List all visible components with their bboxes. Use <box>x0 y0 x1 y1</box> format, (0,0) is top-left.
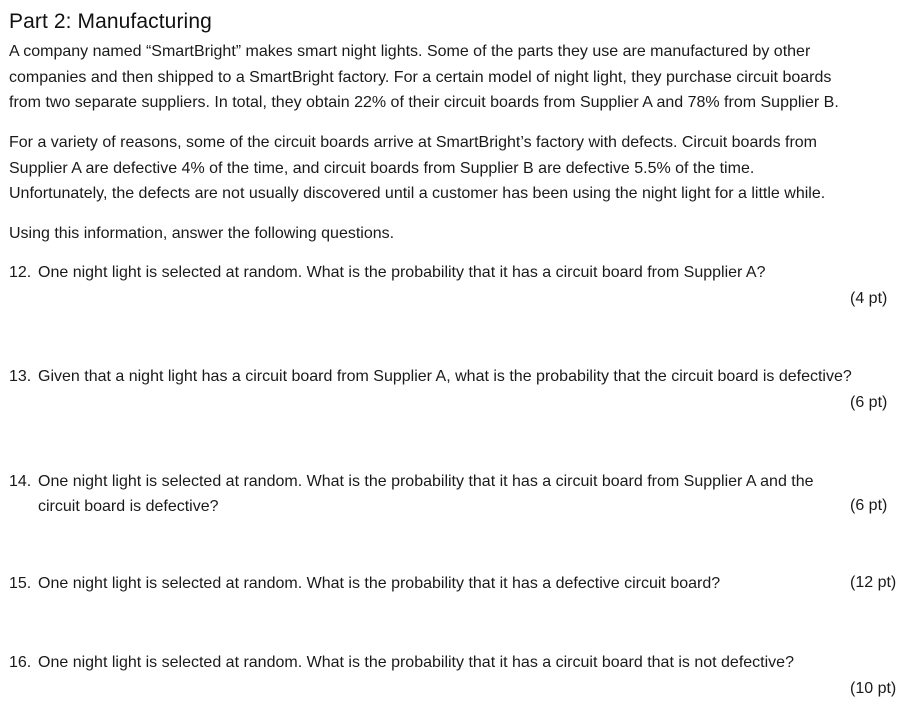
question-12 <box>9 260 765 285</box>
question-13-points: (6 pt) <box>850 394 888 411</box>
question-number: 15. <box>9 575 32 592</box>
section-title: Part 2: Manufacturing <box>9 10 212 33</box>
intro-line: A company named “SmartBright” makes smart night lights. Some of the parts they use are manufactured by other <box>9 43 811 60</box>
intro-line: from two separate suppliers. In total, they obtain 22% of their circuit boards from Supplier A and 78% from Supplier B. <box>9 94 839 111</box>
question-15-points: (12 pt) <box>850 574 897 591</box>
intro-paragraph-3 <box>9 221 904 247</box>
question-12-points: (4 pt) <box>850 290 888 307</box>
intro-line: companies and then shipped to a SmartBright factory. For a certain model of night light, they purchase circuit boards <box>9 68 832 86</box>
question-text: One night light is selected at random. What is the probability that it has a circuit board that is not defective? <box>38 654 794 671</box>
intro-line: Supplier A are defective 4% of the time, and circuit boards from Supplier B are defective 5.5% of the time. <box>9 159 755 177</box>
instructions-line: Using this information, answer the following questions. <box>9 225 395 242</box>
question-text: One night light is selected at random. What is the probability that it has a circuit board from Supplier A and the <box>38 473 814 490</box>
question-text: Given that a night light has a circuit board from Supplier A, what is the probability that the circuit board is defective? <box>38 368 852 385</box>
question-14-points: (6 pt) <box>850 497 888 514</box>
question-13 <box>9 364 852 389</box>
question-number: 16. <box>9 654 32 671</box>
question-number: 12. <box>9 264 32 281</box>
intro-paragraph-2 <box>9 130 904 207</box>
question-15 <box>9 571 720 596</box>
question-14 <box>9 469 814 519</box>
question-number: 14. <box>9 473 32 490</box>
intro-paragraph-1 <box>9 39 904 116</box>
intro-line: Unfortunately, the defects are not usually discovered until a customer has been using the night light for a little while. <box>9 185 826 202</box>
question-text: One night light is selected at random. What is the probability that it has a defective circuit board? <box>38 575 721 592</box>
question-16-points: (10 pt) <box>850 680 897 697</box>
question-16 <box>9 650 794 675</box>
intro-line: For a variety of reasons, some of the circuit boards arrive at SmartBright’s factory with defects. Circuit boards from <box>9 134 818 151</box>
question-text-continued: circuit board is defective? <box>38 498 219 515</box>
question-text: One night light is selected at random. What is the probability that it has a circuit board from Supplier A? <box>38 264 766 281</box>
question-number: 13. <box>9 368 32 385</box>
